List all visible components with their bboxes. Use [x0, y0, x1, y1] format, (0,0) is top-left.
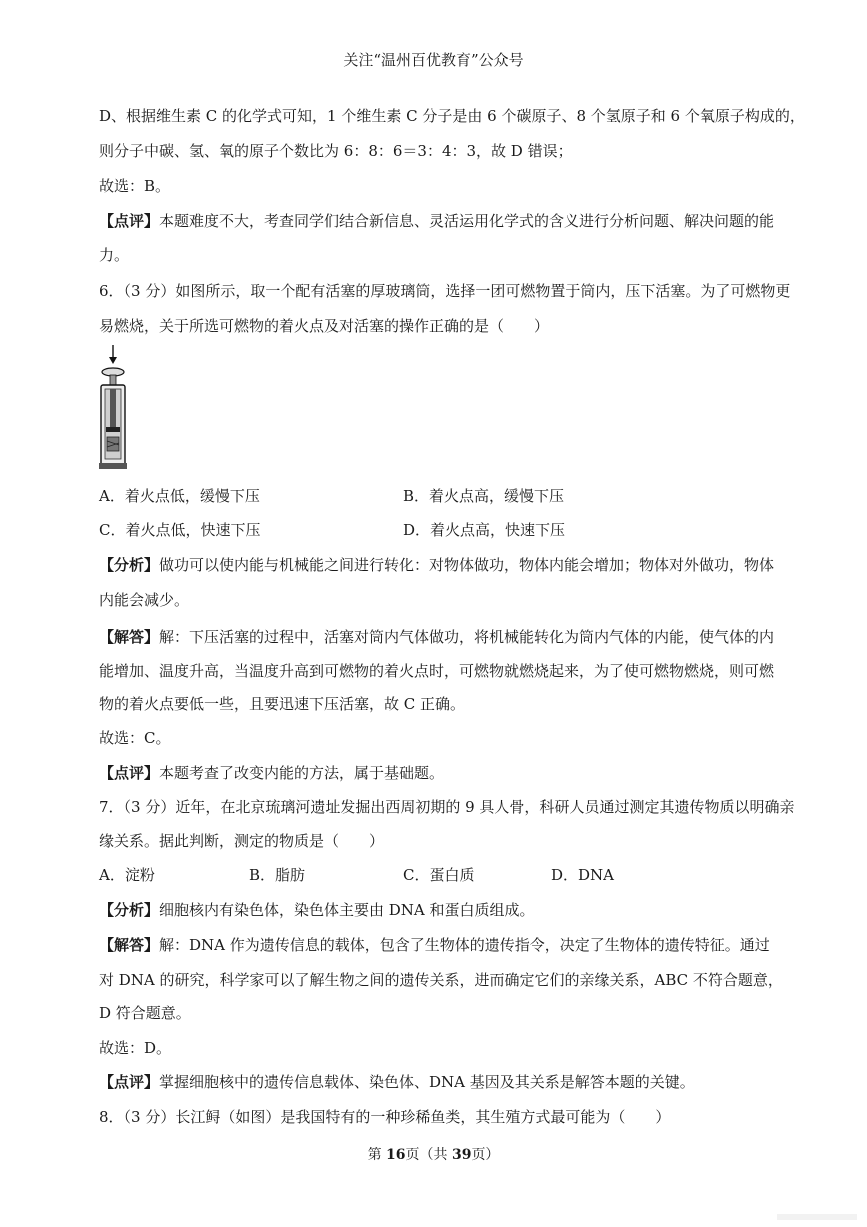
solution-line: 【解答】解：DNA 作为遗传信息的载体，包含了生物体的遗传指令，决定了生物体的遗传特征。通过	[99, 936, 770, 954]
option-b: B．着火点高，缓慢下压	[403, 487, 565, 505]
analysis-line: 【分析】做功可以使内能与机械能之间进行转化：对物体做功，物体内能会增加；物体对外做功，物体	[99, 556, 775, 574]
option-a: A．淀粉	[99, 866, 155, 884]
text-line: 对 DNA 的研究，科学家可以了解生物之间的遗传关系，进而确定它们的亲缘关系，ABC 不符合题意，	[99, 971, 783, 989]
option-c: C．着火点低，快速下压	[99, 521, 261, 539]
page-footer: 第 16页（共 39页）	[367, 1147, 500, 1163]
option-d: D．DNA	[551, 866, 615, 884]
question-7-stem-cont: 缘关系。据此判断，测定的物质是（ ）	[99, 832, 385, 850]
comment-line: 【点评】本题考查了改变内能的方法，属于基础题。	[99, 764, 445, 782]
answer-choice-line: 故选：D。	[99, 1039, 172, 1057]
analysis-line: 【分析】细胞核内有染色体，染色体主要由 DNA 和蛋白质组成。	[99, 901, 535, 919]
question-8-stem: 8．（3 分）长江鲟（如图）是我国特有的一种珍稀鱼类，其生殖方式最可能为（ ）	[99, 1108, 671, 1126]
page-header: 关注“温州百优教育”公众号	[343, 51, 524, 69]
option-a: A．着火点低，缓慢下压	[99, 487, 260, 505]
question-6-stem-cont: 易燃烧，关于所选可燃物的着火点及对活塞的操作正确的是（ ）	[99, 317, 550, 335]
text-line: 力。	[99, 246, 130, 264]
text-line: D 符合题意。	[99, 1004, 191, 1022]
comment-line: 【点评】掌握细胞核中的遗传信息载体、染色体、DNA 基因及其关系是解答本题的关键。	[99, 1073, 695, 1091]
comment-line: 【点评】本题难度不大，考查同学们结合新信息、灵活运用化学式的含义进行分析问题、解决问题的能	[99, 212, 775, 230]
option-c: C．蛋白质	[403, 866, 475, 884]
text-line: 物的着火点要低一些，且要迅速下压活塞，故 C 正确。	[99, 695, 466, 713]
answer-choice-line: 故选：C。	[99, 729, 171, 747]
text-line: 内能会减少。	[99, 591, 190, 609]
text-line: 能增加、温度升高，当温度升高到可燃物的着火点时，可燃物就燃烧起来，为了使可燃物燃烧，则可燃	[99, 662, 775, 680]
watermark-mark	[777, 1211, 857, 1223]
piston-cylinder-figure	[98, 345, 128, 473]
question-7-stem: 7．（3 分）近年，在北京琉璃河遗址发掘出西周初期的 9 具人骨，科研人员通过测定其遗传物质以明确亲	[99, 798, 795, 816]
solution-line: 【解答】解：下压活塞的过程中，活塞对筒内气体做功，将机械能转化为筒内气体的内能，使气体的内	[99, 628, 775, 646]
option-d: D．着火点高，快速下压	[403, 521, 566, 539]
answer-choice-line: 故选：B。	[99, 177, 171, 195]
text-line: D、根据维生素 C 的化学式可知，1 个维生素 C 分子是由 6 个碳原子、8 个氢原子和 6 个氧原子构成的，	[99, 107, 805, 125]
option-b: B．脂肪	[249, 866, 306, 884]
question-6-stem: 6．（3 分）如图所示，取一个配有活塞的厚玻璃筒，选择一团可燃物置于筒内，压下活塞。为了可燃物更	[99, 282, 791, 300]
text-line: 则分子中碳、氢、氧的原子个数比为 6：8：6＝3：4：3，故 D 错误；	[99, 142, 573, 160]
